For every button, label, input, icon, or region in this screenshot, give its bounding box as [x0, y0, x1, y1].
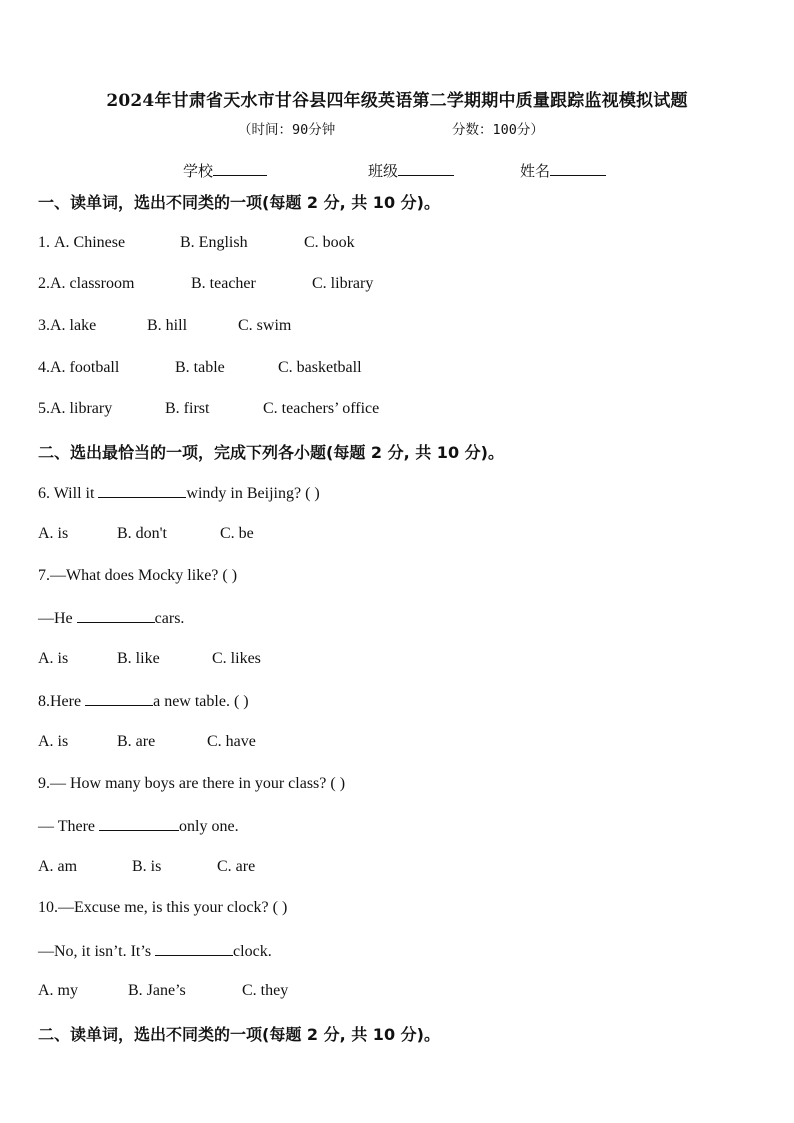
option-b[interactable]: B. first: [165, 400, 210, 417]
option-a[interactable]: A. football: [50, 359, 120, 376]
section-1-heading: 一、读单词，选出不同类的一项(每题 2 分, 共 10 分)。: [38, 193, 440, 212]
question-10-options: [38, 982, 288, 1000]
option-c[interactable]: C. book: [304, 234, 355, 251]
question-text-post: windy in Beijing? ( ): [186, 485, 320, 502]
answer-blank[interactable]: [77, 608, 155, 623]
option-b[interactable]: B. are: [117, 733, 156, 750]
question-number: 2.: [38, 275, 50, 292]
option-b[interactable]: B. Jane’s: [128, 982, 186, 999]
option-c[interactable]: C. library: [312, 275, 374, 292]
option-b[interactable]: B. is: [132, 858, 162, 875]
question-3: [38, 317, 291, 335]
option-a[interactable]: A. library: [50, 400, 113, 417]
name-blank[interactable]: [550, 161, 606, 176]
answer-blank[interactable]: [99, 816, 179, 831]
option-c[interactable]: C. be: [220, 525, 254, 542]
option-b[interactable]: B. teacher: [191, 275, 256, 292]
question-8: [38, 691, 249, 711]
question-6-options: [38, 525, 254, 543]
option-a[interactable]: A. Chinese: [54, 234, 126, 251]
question-9-answer-line: [38, 816, 239, 836]
class-label: 班级: [368, 162, 399, 180]
question-text-pre: — There: [38, 818, 100, 835]
question-text-pre: —No, it isn’t. It’s: [38, 943, 156, 960]
question-number: 3.: [38, 317, 50, 334]
option-a[interactable]: A. am: [38, 858, 78, 875]
question-text-post: cars.: [154, 610, 185, 627]
question-5: [38, 400, 379, 418]
option-b[interactable]: B. table: [175, 359, 225, 376]
option-c[interactable]: C. are: [217, 858, 256, 875]
question-10: 10.—Excuse me, is this your clock? ( ): [38, 899, 288, 916]
option-c[interactable]: C. teachers’ office: [263, 400, 380, 417]
option-c[interactable]: C. swim: [238, 317, 292, 334]
exam-title: 2024年甘肃省天水市甘谷县四年级英语第二学期期中质量跟踪监视模拟试题: [106, 91, 688, 111]
option-c[interactable]: C. they: [242, 982, 289, 999]
question-text-post: a new table. ( ): [153, 693, 249, 710]
option-c[interactable]: C. have: [207, 733, 256, 750]
option-b[interactable]: B. like: [117, 650, 160, 667]
option-a[interactable]: A. classroom: [50, 275, 135, 292]
question-text-post: only one.: [179, 818, 239, 835]
question-4: [38, 359, 362, 377]
question-number: 5.: [38, 400, 50, 417]
option-b[interactable]: B. don't: [117, 525, 167, 542]
option-a[interactable]: A. lake: [50, 317, 97, 334]
question-2: [38, 275, 373, 293]
option-a[interactable]: A. my: [38, 982, 78, 999]
question-number: 4.: [38, 359, 50, 376]
question-7: 7.—What does Mocky like? ( ): [38, 567, 238, 584]
question-6: [38, 483, 320, 503]
name-label: 姓名: [520, 162, 551, 180]
exam-time: （时间：90分钟: [238, 122, 336, 138]
option-a[interactable]: A. is: [38, 525, 69, 542]
option-c[interactable]: C. likes: [212, 650, 261, 667]
option-a[interactable]: A. is: [38, 733, 69, 750]
option-b[interactable]: B. hill: [147, 317, 188, 334]
class-field: [368, 160, 454, 181]
question-1: [38, 234, 355, 252]
section-3-heading: 二、读单词，选出不同类的一项(每题 2 分, 共 10 分)。: [38, 1025, 440, 1044]
question-9-options: [38, 858, 255, 876]
option-c[interactable]: C. basketball: [278, 359, 362, 376]
school-field: [183, 160, 267, 181]
option-b[interactable]: B. English: [180, 234, 248, 251]
question-text-pre: 6. Will it: [38, 485, 99, 502]
exam-subtitle: [0, 118, 794, 138]
question-7-options: [38, 650, 261, 668]
section-2-heading: 二、选出最恰当的一项，完成下列各小题(每题 2 分, 共 10 分)。: [38, 443, 504, 462]
question-10-answer-line: [38, 941, 272, 961]
question-number: 1.: [38, 234, 54, 251]
school-label: 学校: [183, 162, 214, 180]
exam-score: 分数：100分）: [452, 122, 544, 138]
option-a[interactable]: A. is: [38, 650, 69, 667]
question-8-options: [38, 733, 256, 751]
answer-blank[interactable]: [98, 483, 186, 498]
question-7-answer-line: [38, 608, 184, 628]
answer-blank[interactable]: [155, 941, 233, 956]
answer-blank[interactable]: [85, 691, 153, 706]
question-9: 9.— How many boys are there in your class? ( ): [38, 775, 346, 792]
class-blank[interactable]: [398, 161, 454, 176]
student-info: [0, 160, 794, 180]
school-blank[interactable]: [213, 161, 267, 176]
question-text-pre: —He: [38, 610, 77, 627]
question-text-post: clock.: [233, 943, 272, 960]
name-field: [520, 160, 606, 181]
question-text-pre: 8.Here: [38, 693, 86, 710]
